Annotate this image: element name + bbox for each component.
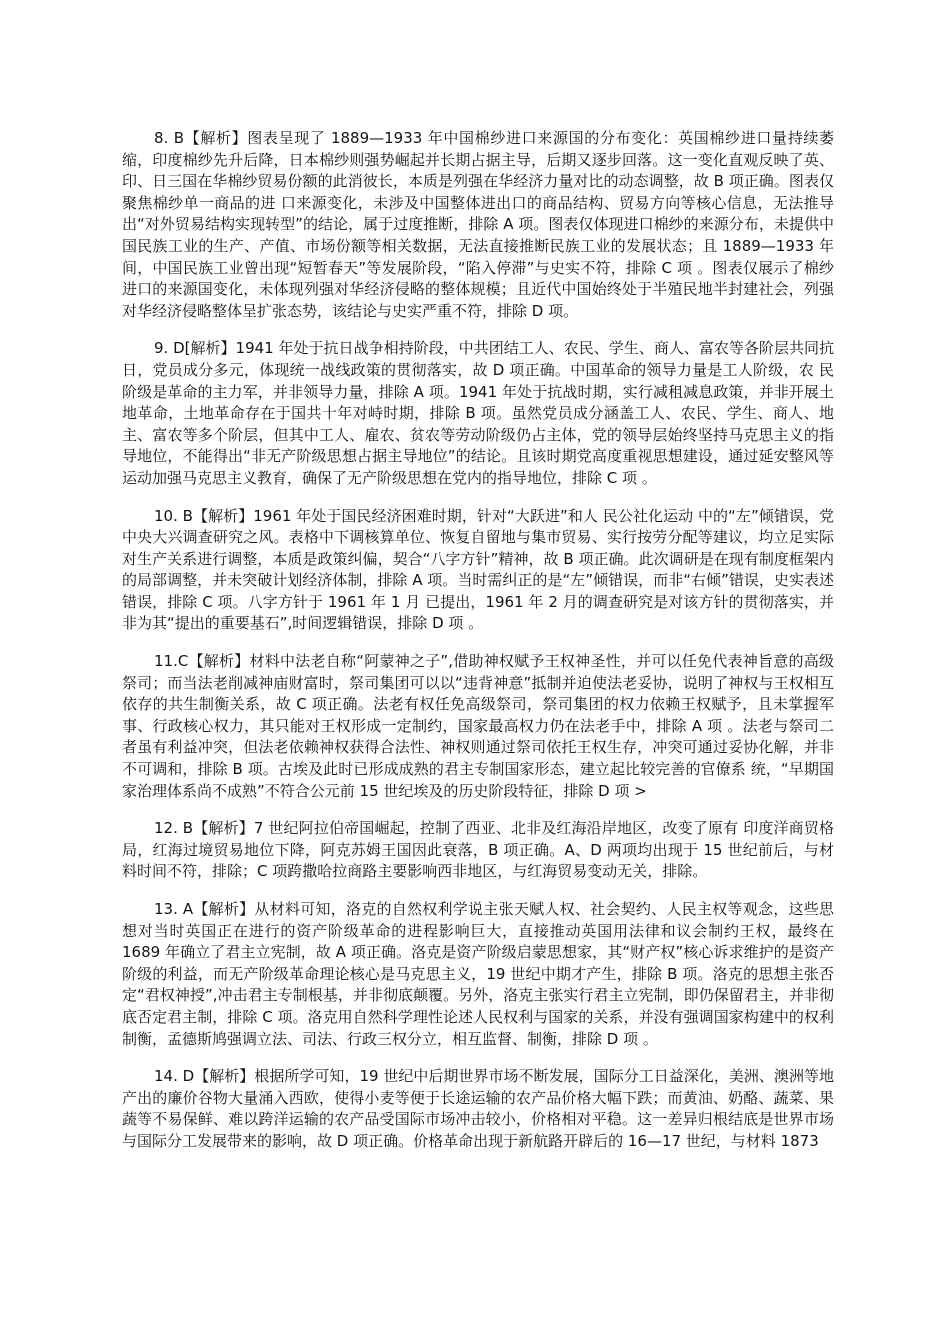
explanation-q8: 8. B【解析】图表呈现了 1889—1933 年中国棉纱进口来源国的分布变化：英国棉纱进口量持续萎缩，印度棉纱先升后降，日本棉纱则强势崛起并长期占据主导，后期又逐步回落。这一变化直观反映了英、印、日三国在华棉纱贸易份额的此消彼长，本质是列强在华经济力量对比的动态调整，故 B 项正确。图表仅聚焦棉纱单一商品的进 口来源变化，未涉及中国整体进出口的商品结构、贸易方向等核心信息，无法推导出“对外贸易结构实现转型”的结论，属于过度推断，排除 A 项。图表仅体现进口棉纱的来源分布，未提供中国民族工业的生产、产值、市场份额等相关数据，无法直接推断民族工业的发展状态；且 1889—1933 年 间，中国民族工业曾出现“短暂春天”等发展阶段，“陷入停滞”与史实不符，排除 C 项 。图表仅展示了棉纱进口的来源国变化，未体现列强对华经济侵略的整体规模；且近代中国始终处于半殖民地半封建社会，列强对华经济侵略整体呈扩张态势，该结论与史实严重不符，排除 D 项。 [122, 129, 834, 320]
explanation-q13: 13. A【解析】从材料可知，洛克的自然权利学说主张天赋人权、社会契约、人民主权等观念，这些思想对当时英国正在进行的资产阶级革命的进程影响巨大，直接推动英国用法律和议会制约王权，最终在 1689 年确立了君主立宪制，故 A 项正确。洛克是资产阶级启蒙思想家，其“财产权”核心诉求维护的是资产阶级的利益，而无产阶级革命理论核心是马克思主义，19 世纪中期才产生，排除 B 项。洛克的思想主张否定“君权神授”,冲击君主专制根基，并非彻底颠覆。另外，洛克主张实行君主立宪制，即仍保留君主，并非彻底否定君主制，排除 C 项。洛克用自然科学理性论述人民权利与国家的关系，并没有强调国家构建中的权利制衡，孟德斯鸠强调立法、司法、行政三权分立，相互监督、制衡，排除 D 项 。 [122, 900, 834, 1048]
explanation-q12: 12. B【解析】7 世纪阿拉伯帝国崛起，控制了西亚、北非及红海沿岸地区，改变了原有 印度洋商贸格局，红海过境贸易地位下降，阿克苏姆王国因此衰落，B 项正确。A、D 两项均出现于 15 世纪前后，与材料时间不符，排除；C 项跨撒哈拉商路主要影响西非地区，与红海贸易变动无关，排除。 [122, 819, 834, 881]
answer-explanations [122, 128, 834, 1153]
explanation-q10: 10. B【解析】1961 年处于国民经济困难时期，针对“大跃进”和人 民公社化运动 中的“左”倾错误，党中央大兴调查研究之风。表格中下调核算单位、恢复自留地与集市贸易、实行按劳分配等建议，均立足实际对生产关系进行调整，本质是政策纠偏，契合“八字方针”精神，故 B 项正确。此次调研是在现有制度框架内的局部调整，并未突破计划经济体制，排除 A 项。当时需纠正的是“左”倾错误，而非“右倾”错误，史实表述错误，排除 C 项。八字方针于 1961 年 1 月 已提出，1961 年 2 月的调查研究是对该方针的贯彻落实，并非为其“提出的重要基石”,时间逻辑错误，排除 D 项 。 [122, 506, 834, 633]
explanation-q9: 9. D[解析】1941 年处于抗日战争相持阶段，中共团结工人、农民、学生、商人、富农等各阶层共同抗日，党员成分多元，体现统一战线政策的贯彻落实，故 D 项正确。中国革命的领导力量是工人阶级，农 民阶级是革命的主力军，并非领导力量，排除 A 项。1941 年处于抗战时期，实行减租减息政策，并非开展土地革命，土地革命存在于国共十年对峙时期，排除 B 项。虽然党员成分涵盖工人、农民、学生、商人、地主、富农等多个阶层，但其中工人、雇农、贫农等劳动阶级仍占主体，党的领导层始终坚持马克思主义的指导地位，不能得出“非无产阶级思想占据主导地位”的结论。且该时期党高度重视思想建设，通过延安整风等运动加强马克思主义教育，确保了无产阶级思想在党内的指导地位，排除 C 项 。 [122, 339, 834, 487]
explanation-q14: 14. D【解析】根据所学可知，19 世纪中后期世界市场不断发展，国际分工日益深化，美洲、澳洲等地产出的廉价谷物大量涌入西欧，使得小麦等便于长途运输的农产品价格大幅下跌；而黄油、奶酪、蔬菜、果蔬等不易保鲜、难以跨洋运输的农产品受国际市场冲击较小，价格相对平稳。这一差异归根结底是世界市场与国际分工发展带来的影响，故 D 项正确。价格革命出现于新航路开辟后的 16—17 世纪，与材料 1873 [122, 1067, 834, 1150]
explanation-q11: 11.C【解析】材料中法老自称“阿蒙神之子”,借助神权赋予王权神圣性，并可以任免代表神旨意的高级祭司；而当法老削减神庙财富时，祭司集团可以以“违背神意”抵制并迫使法老妥协，说明了神权与王权相互依存的共生制衡关系，故 C 项正确。法老有权任免高级祭司，祭司集团的权力依赖王权赋予，且未掌握军事、行政核心权力，其只能对王权形成一定制约，国家最高权力仍在法老手中，排除 A 项 。法老与祭司二者虽有利益冲突，但法老依赖神权获得合法性、神权则通过祭司依托王权生存，冲突可通过妥协化解，并非不可调和，排除 B 项。古埃及此时已形成成熟的君主专制国家形态，建立起比较完善的官僚系 统，“早期国家治理体系尚不成熟”不符合公元前 15 世纪埃及的历史阶段特征，排除 D 项 > [122, 652, 834, 800]
